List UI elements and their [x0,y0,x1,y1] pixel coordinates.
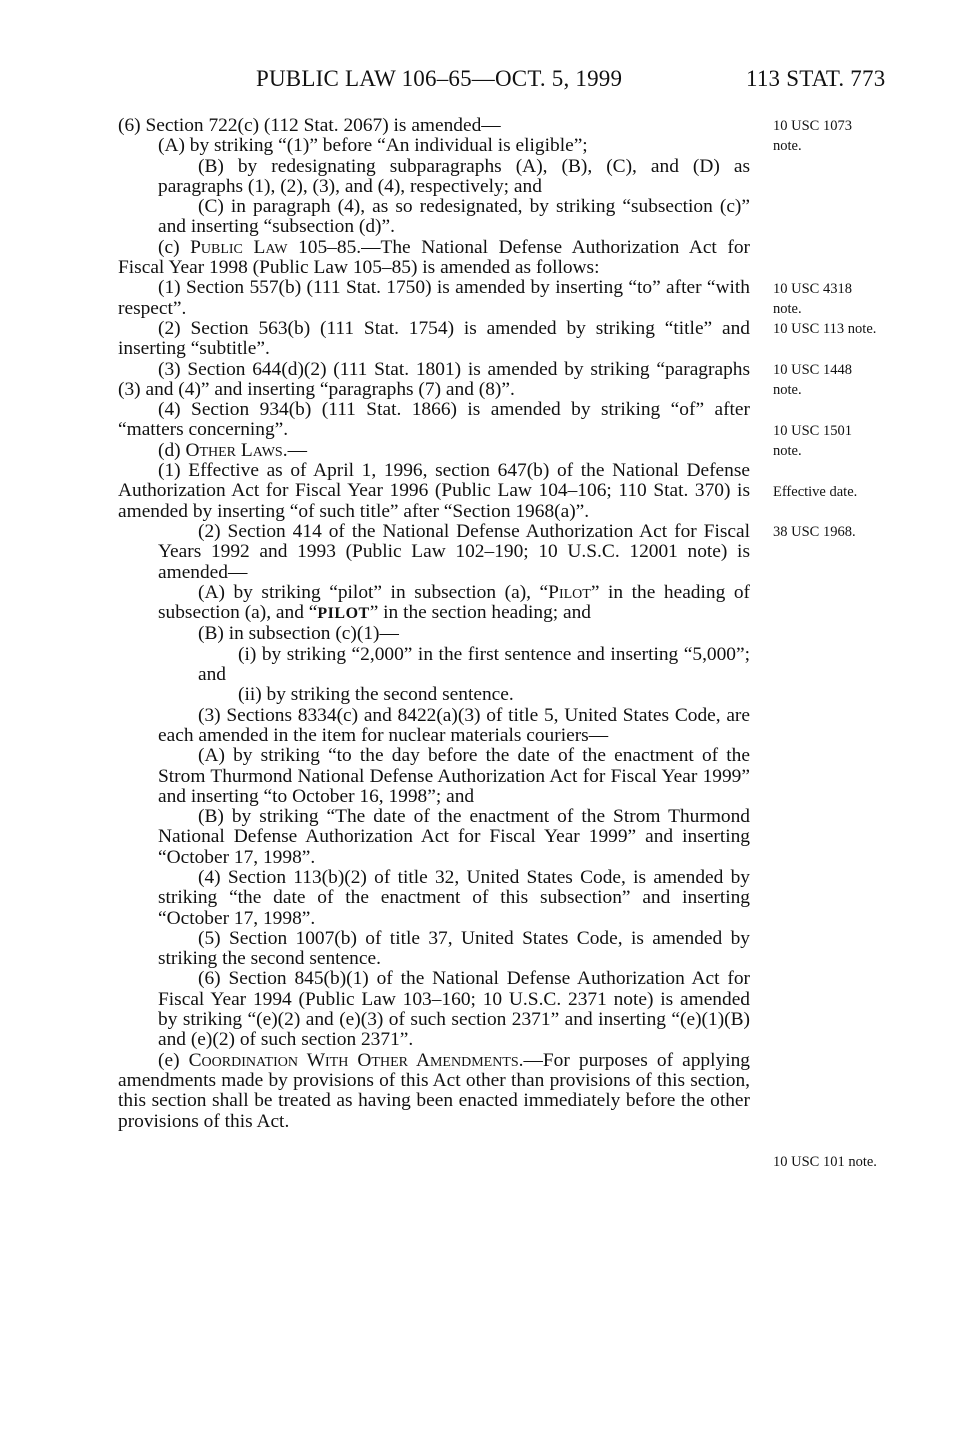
paragraph: (B) by redesignating subparagraphs (A), (B), (C), and (D) as paragraphs (1), (2), (3), and (4), respectively; and [158,155,750,197]
paragraph-text: ” in the section heading; and [369,602,591,624]
heading-word-bold: PILOT [317,605,370,623]
paragraph: (A) by striking “to the day before the date of the enactment of the Strom Thurmond National Defense Authorization Act for Fiscal Year 1999” and inserting “to October 16, 1998”; and [158,745,750,807]
margin-note: 10 USC 1501 [773,423,852,439]
margin-note: note. [773,138,802,154]
paragraph-text: (A) by striking “pilot” in subsection (a), “ [198,581,549,603]
heading-word: Pilot [548,581,591,603]
margin-note: 10 USC 1073 [773,118,852,134]
margin-note: Effective date. [773,484,858,500]
subsection-designator: (e) [158,1049,189,1071]
paragraph [78,583,750,625]
subsection-designator: (d) [158,439,186,461]
margin-note: 10 USC 1448 [773,362,852,378]
margin-note: 10 USC 4318 [773,281,852,297]
subsection-e [118,1051,750,1132]
paragraph: (6) Section 845(b)(1) of the National Defense Authorization Act for Fiscal Year 1994 (Public Law 103–160; 10 U.S.C. 2371 note) is amended by striking “(e)(2) and (e)(3) of such section 2371” and inserting “(e)(1)(B) and (e)(2) of such section 2371”. [158,968,750,1051]
paragraph: (3) Sections 8334(c) and 8422(a)(3) of title 5, United States Code, are each amended in the item for nuclear materials couriers— [158,704,750,746]
subsection-dash: — [287,439,307,461]
paragraph: (5) Section 1007(b) of title 37, United States Code, is amended by striking the second sentence. [158,927,750,970]
paragraph: (4) Section 934(b) (111 Stat. 1866) is amended by striking “of” after “matters concerning”. [118,399,750,441]
paragraph: (1) Section 557(b) (111 Stat. 1750) is amended by inserting “to” after “with respect”. [118,277,750,319]
paragraph: (ii) by striking the second sentence. [238,684,514,706]
subsection-designator: (c) [158,236,191,258]
subsection-heading: Coordination With Other Amendments. [188,1049,524,1071]
running-header-citation: PUBLIC LAW 106–65—OCT. 5, 1999 [256,66,623,91]
subsection-heading: Public Law 105–85. [190,236,362,258]
statute-body [118,116,750,1132]
margin-note: 38 USC 1968. [773,524,856,540]
paragraph-text: ” in the heading of subsection (a), and “ [158,581,750,624]
paragraph: (B) in subsection (c)(1)— [198,623,399,645]
paragraph: (1) Effective as of April 1, 1996, section 647(b) of the National Defense Authorization Act for Fiscal Year 1996 (Public Law 104–106; 110 Stat. 370) is amended by inserting “of such title” after “Section 1968(a)”. [118,460,750,522]
paragraph: (3) Section 644(d)(2) (111 Stat. 1801) is amended by striking “paragraphs (3) and (4)” and inserting “paragraphs (7) and (8)”. [118,358,750,400]
subsection-text: —For purposes of applying amendments made by provisions of this Act other than provisions of this section, this section shall be treated as having been enacted immediately before the other provisions of this Act. [118,1049,750,1132]
paragraph: (A) by striking “(1)” before “An individual is eligible”; [158,135,588,157]
subsection-c [118,238,750,279]
subsection-d [118,441,750,461]
paragraph: (6) Section 722(c) (112 Stat. 2067) is amended— [118,115,501,136]
paragraph: (4) Section 113(b)(2) of title 32, United States Code, is amended by striking “the date of the enactment of this subsection” and inserting “October 17, 1998”. [158,866,750,929]
paragraph: (2) Section 563(b) (111 Stat. 1754) is amended by striking “title” and inserting “subtitle”. [118,317,750,360]
subsection-heading: Other Laws. [185,439,288,461]
paragraph: (i) by striking “2,000” in the first sentence and inserting “5,000”; and [198,643,750,686]
margin-note: 10 USC 101 note. [773,1154,877,1170]
margin-note: note. [773,301,802,317]
paragraph: (C) in paragraph (4), as so redesignated, by striking “subsection (c)” and inserting “subsection (d)”. [158,196,750,238]
running-header-stat-page: 113 STAT. 773 [746,66,886,91]
margin-note: 10 USC 113 note. [773,321,877,337]
margin-note: note. [773,382,802,398]
paragraph: (2) Section 414 of the National Defense Authorization Act for Fiscal Years 1992 and 1993 (Public Law 102–190; 10 U.S.C. 12001 note) is amended— [158,520,750,583]
paragraph: (B) by striking “The date of the enactment of the Strom Thurmond National Defense Authorization Act for Fiscal Year 1999” and inserting “October 17, 1998”. [158,806,750,868]
subsection-text: —The National Defense Authorization Act for Fiscal Year 1998 (Public Law 105–85) is amended as follows: [118,236,751,279]
margin-note: note. [773,443,802,459]
